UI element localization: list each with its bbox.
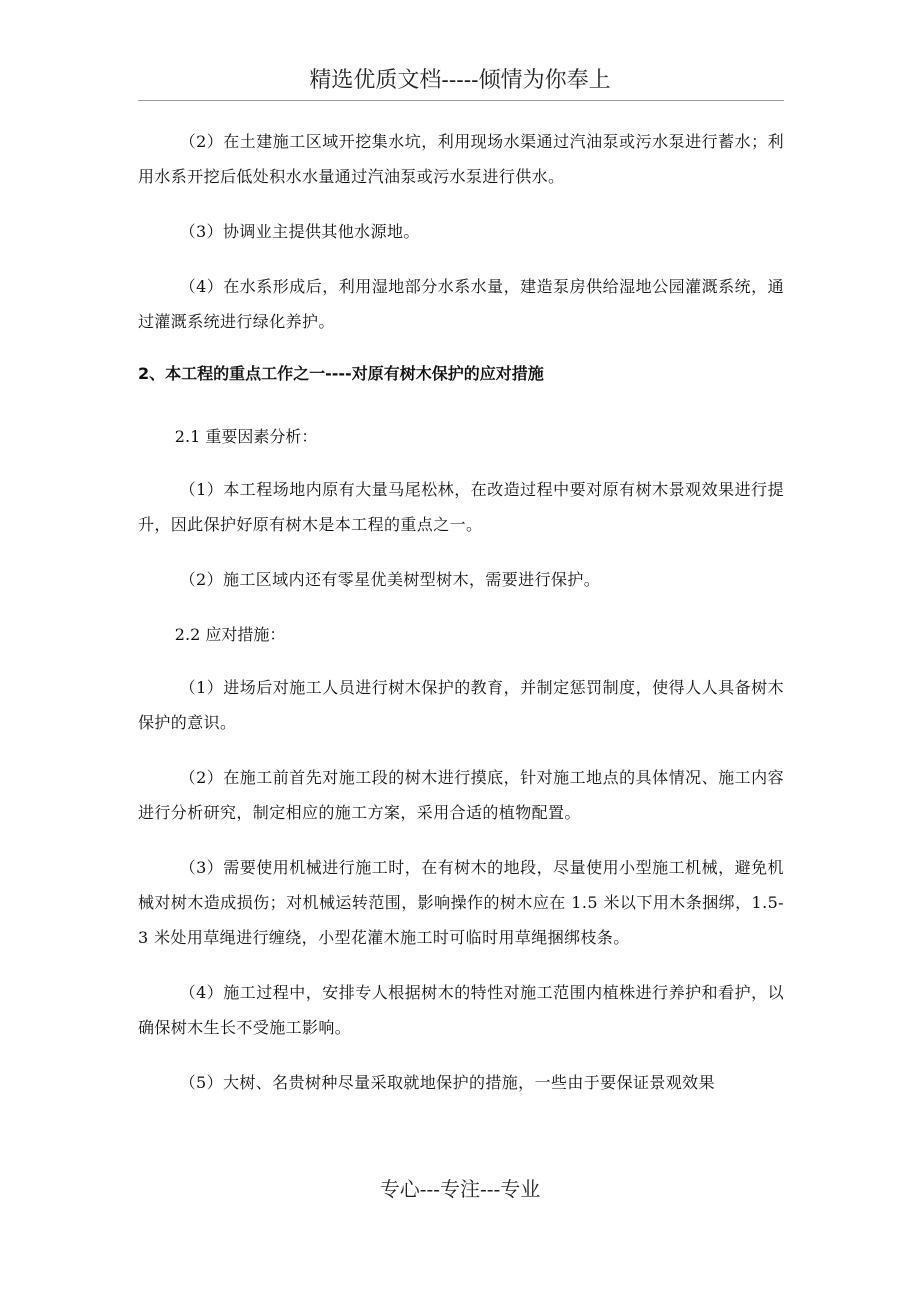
page-footer: 专心---专注---专业 [379,1177,541,1201]
paragraph-2-water-pit: （2）在土建施工区域开挖集水坑，利用现场水渠通过汽油泵或污水泵进行蓄水；利用水系开挖后低处积水水量通过汽油泵或污水泵进行供水。 [138,132,784,186]
paragraph-4-irrigation: （4）在水系形成后，利用湿地部分水系水量，建造泵房供给湿地公园灌溉系统，通过灌溉系统进行绿化养护。 [138,277,784,331]
document-body [138,124,784,1120]
page-header: 精选优质文档-----倾情为你奉上 [309,68,611,93]
subheading-factor-analysis: 2.1 重要因素分析： [174,427,318,446]
paragraph-measure-3: （3）需要使用机械进行施工时，在有树木的地段，尽量使用小型施工机械，避免机械对树木造成损伤；对机械运转范围，影响操作的树木应在 1.5 米以下用木条捆绑，1.5-3 米处用草绳进行缠绕，小型花灌木施工时可临时用草绳捆绑枝条。 [138,858,784,947]
section-heading-tree-protection: 2、本工程的重点工作之一----对原有树木保护的应对措施 [138,364,544,383]
paragraph-measure-5: （5）大树、名贵树种尽量采取就地保护的措施，一些由于要保证景观效果 [179,1073,715,1092]
paragraph-3-water-source: （3）协调业主提供其他水源地。 [179,222,420,241]
subheading-measures: 2.2 应对措施： [174,625,286,644]
paragraph-measure-1: （1）进场后对施工人员进行树木保护的教育，并制定惩罚制度，使得人人具备树木保护的意识。 [138,678,784,732]
paragraph-factor-2: （2）施工区域内还有零星优美树型树木，需要进行保护。 [179,570,601,589]
paragraph-measure-4: （4）施工过程中，安排专人根据树木的特性对施工范围内植株进行养护和看护，以确保树木生长不受施工影响。 [138,983,784,1037]
paragraph-factor-1: （1）本工程场地内原有大量马尾松林，在改造过程中要对原有树木景观效果进行提升，因此保护好原有树木是本工程的重点之一。 [138,480,784,534]
header-divider [138,100,784,101]
paragraph-measure-2: （2）在施工前首先对施工段的树木进行摸底，针对施工地点的具体情况、施工内容进行分析研究，制定相应的施工方案，采用合适的植物配置。 [138,768,784,822]
